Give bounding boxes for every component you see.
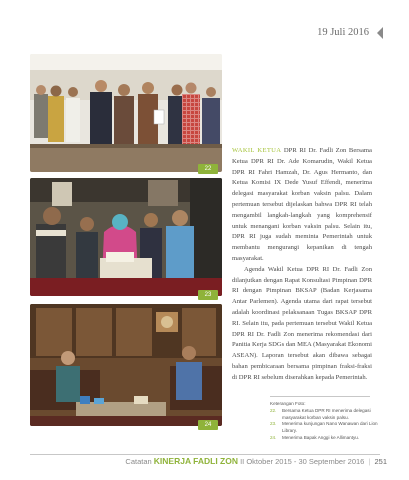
photo-badge-22: 22 (198, 164, 218, 174)
photo-bksap-consultation (30, 178, 222, 296)
article-lead: WAKIL KETUA (232, 147, 282, 154)
photo-badge-23: 23 (198, 290, 218, 300)
caption-title: Keterangan Foto: (270, 401, 306, 406)
photo-office-visit (30, 304, 222, 426)
caption-item: 24. Menerima Bapak Anggi ke Allimantyu. (270, 434, 360, 440)
chevron-left-icon (375, 26, 385, 40)
page-footer: Catatan KINERJA FADLI ZON II Oktober 2015 - 30 September 2016 | 251 (125, 456, 387, 466)
footer-brand: KINERJA FADLI ZON (153, 456, 238, 466)
article-paragraph-2: Agenda Wakil Ketua DPR RI Dr. Fadli Zon dilanjutkan dengan Rapat Konsultasi Pimpinan DPR RI dengan Pimpinan BKSAP (Badan Kerjasama Antar Parlemen). Agenda utama dari rapat tersebut adalah koordinasi pelaksanaan Tugas BKSAP DPR RI. Selain itu, pada pertemuan tersebut Wakil Ketua DPR RI Dr. Fadli Zon menerima rekomendasi dari Panitia Kerja SDGs dan MEA (Masyarakat Ekonomi ASEAN). Laporan tersebut akan dibawa sebagai bahan pembicaraan bersama pimpinan fraksi-fraksi di DPR RI sebelum diserahkan kepada Pemerintah. (232, 265, 372, 381)
article-body (232, 146, 372, 384)
footer-prefix: Catatan (125, 457, 152, 466)
footer-period: II Oktober 2015 - 30 September 2016 (240, 457, 365, 466)
page-date: 19 Juli 2016 (317, 27, 369, 38)
page-number: 251 (374, 457, 387, 466)
caption-item: 22. Bersama Ketua DPR RI menerima delegasi masyarakat korban vaksin palsu. (270, 407, 371, 420)
photo-captions (270, 401, 380, 442)
footer-divider (30, 454, 380, 455)
photo-badge-24: 24 (198, 420, 218, 430)
article-paragraph-1: WAKIL KETUA DPR RI Dr. Fadli Zon Bersama Ketua DPR RI Dr. Ade Komarudin, Wakil Ketua DPR RI Fahri Hamzah, Dr. Agus Hermanto, dan Ketua Komisi IX Dede Yusuf Effendi, menerima delegasi masyarakat korban vaksin palsu. Dalam pertemuan tersebut dijelaskan bahwa DPR RI telah mengambil langkah-langkah yang komprehensif untuk menangani korban vaksin palsu. Selain itu, DPR RI juga sudah meminta Pemerintah untuk membantu mengurangi kepanikan di tengah masyarakat. (232, 147, 372, 262)
photo-delegation-meeting (30, 54, 222, 172)
caption-divider (270, 396, 370, 397)
caption-item: 23. Menerima kunjungan Nano Wanawan dari Lion Library. (270, 421, 378, 434)
